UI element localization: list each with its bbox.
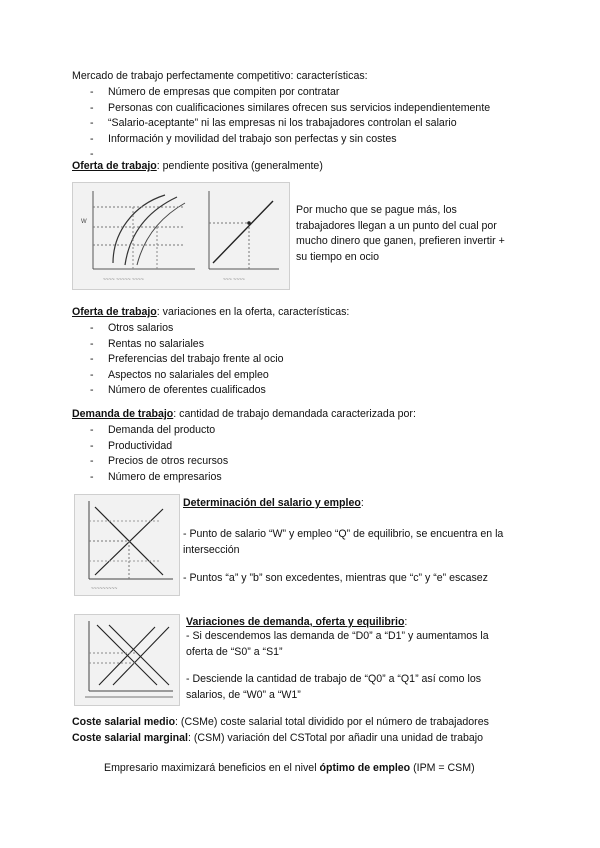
- list-item: - Demanda del producto: [90, 424, 216, 436]
- list-item: - Otros salarios: [90, 322, 174, 334]
- svg-text:~~~~~~~~~: ~~~~~~~~~: [91, 586, 118, 592]
- coste-medio-line: Coste salarial medio: (CSMe) coste salarial total dividido por el número de trabajadores: [72, 716, 489, 728]
- equilibrium-graph-figure: [74, 494, 180, 596]
- list-item: - Personas con cualificaciones similares ofrecen sus servicios independientemente: [90, 101, 491, 114]
- coste-marginal-line: Coste salarial marginal: (CSM) variación del CSTotal por añadir una unidad de trabajo: [72, 732, 484, 744]
- mercado-list: [90, 85, 490, 163]
- list-item: - Aspectos no salariales del empleo: [90, 368, 269, 381]
- list-item: - Productividad: [90, 439, 173, 452]
- list-item: -: [90, 148, 94, 160]
- oferta-var-list: [90, 321, 284, 399]
- svg-text:W: W: [81, 219, 87, 225]
- oferta-graph-figure: [72, 182, 290, 290]
- list-item: - Precios de otros recursos: [90, 455, 229, 467]
- svg-text:~~~ ~~~~: ~~~ ~~~~: [223, 277, 245, 283]
- shift-graph-figure: [74, 614, 180, 706]
- svg-text:~~~~ ~~~~~ ~~~~: ~~~~ ~~~~~ ~~~~: [103, 277, 144, 283]
- oferta-heading: Oferta de trabajo: pendiente positiva (generalmente): [72, 160, 323, 172]
- empresario-line: Empresario maximizará beneficios en el nivel óptimo de empleo (IPM = CSM): [104, 762, 475, 774]
- oferta-note: Por mucho que se pague más, los trabajadores llegan a un punto del cual por mucho dinero que ganen, prefieren invertir + su tiempo en ocio: [296, 204, 505, 263]
- list-item: - Rentas no salariales: [90, 337, 204, 350]
- demanda-heading: Demanda de trabajo: cantidad de trabajo demandada caracterizada por:: [72, 408, 416, 420]
- variaciones-title: Variaciones de demanda, oferta y equilibrio:: [186, 616, 408, 628]
- list-item: - Preferencias del trabajo frente al ocio: [90, 353, 284, 365]
- list-item: - Número de empresarios: [90, 470, 222, 483]
- list-item: - Número de oferentes cualificados: [90, 384, 266, 396]
- mercado-heading: Mercado de trabajo perfectamente competitivo: características:: [72, 70, 368, 82]
- determinacion-title: Determinación del salario y empleo:: [183, 497, 364, 509]
- determinacion-text-b: - Puntos “a” y ”b” son excedentes, mientras que “c” y “e” escasez: [183, 572, 488, 584]
- oferta-var-heading: Oferta de trabajo: variaciones en la oferta, características:: [72, 306, 350, 318]
- variaciones-text-a: - Si descendemos las demanda de “D0” a “D1” y aumentamos la oferta de “S0” a “S1”: [186, 630, 489, 658]
- determinacion-text-a: - Punto de salario “W” y empleo “Q” de equilibrio, se encuentra en la intersección: [183, 528, 504, 556]
- variaciones-text-b: - Desciende la cantidad de trabajo de “Q0” a “Q1” así como los salarios, de “W0” a “W1”: [186, 673, 482, 701]
- list-item: - Información y movilidad del trabajo son perfectas y sin costes: [90, 132, 397, 145]
- list-item: - Número de empresas que compiten por contratar: [90, 86, 340, 98]
- list-item: - “Salario-aceptante” ni las empresas ni los trabajadores controlan el salario: [90, 117, 457, 129]
- demanda-list: [90, 423, 228, 485]
